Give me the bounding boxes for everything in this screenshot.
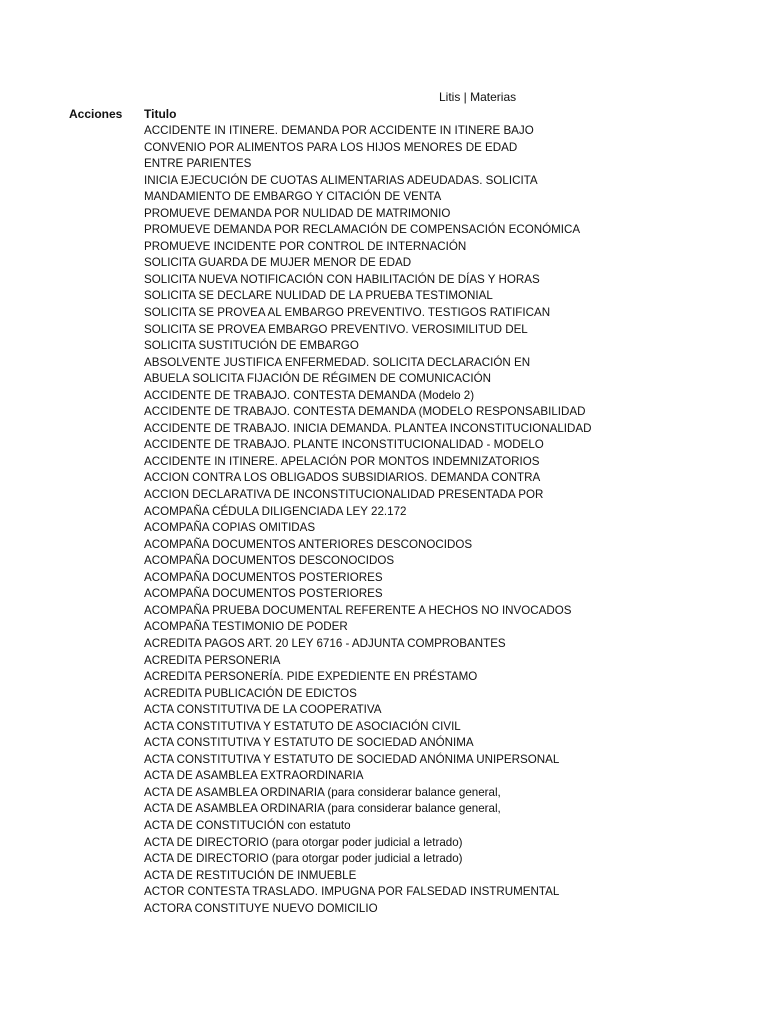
table-row: ACTA DE ASAMBLEA ORDINARIA (para considerar balance general, [144,802,501,816]
table-row: ACOMPAÑA CÉDULA DILIGENCIADA LEY 22.172 [144,504,407,518]
table-row: SOLICITA SE PROVEA EMBARGO PREVENTIVO. VEROSIMILITUD DEL [144,322,528,336]
table-row: ACCION CONTRA LOS OBLIGADOS SUBSIDIARIOS. DEMANDA CONTRA [144,471,541,485]
table-row: SOLICITA GUARDA DE MUJER MENOR DE EDAD [144,256,412,270]
table-row: ACTA DE ASAMBLEA ORDINARIA (para considerar balance general, [144,785,501,799]
table-row: ACOMPAÑA DOCUMENTOS POSTERIORES [144,570,383,584]
table-row: INICIA EJECUCIÓN DE CUOTAS ALIMENTARIAS ADEUDADAS. SOLICITA [144,173,538,187]
table-row: ABSOLVENTE JUSTIFICA ENFERMEDAD. SOLICITA DECLARACIÓN EN [144,355,531,369]
table-row: ACCION DECLARATIVA DE INCONSTITUCIONALIDAD PRESENTADA POR [144,488,544,502]
table-row: ACTA CONSTITUTIVA DE LA COOPERATIVA [144,703,382,717]
table-row: ACTA DE DIRECTORIO (para otorgar poder judicial a letrado) [144,835,463,849]
table-row: ACTA CONSTITUTIVA Y ESTATUTO DE ASOCIACIÓN CIVIL [144,719,461,733]
table-row: ACCIDENTE DE TRABAJO. INICIA DEMANDA. PLANTEA INCONSTITUCIONALIDAD [144,421,592,435]
table-row: PROMUEVE DEMANDA POR RECLAMACIÓN DE COMPENSACIÓN ECONÓMICA [144,223,581,237]
table-row: ACCIDENTE IN ITINERE. APELACIÓN POR MONTOS INDEMNIZATORIOS [144,454,540,468]
table-row: ABUELA SOLICITA FIJACIÓN DE RÉGIMEN DE COMUNICACIÓN [144,372,492,386]
table-row: ACCIDENTE IN ITINERE. DEMANDA POR ACCIDENTE IN ITINERE BAJO [144,124,534,137]
table-row: ACTORA CONSTITUYE NUEVO DOMICILIO [144,901,378,915]
table-row: ACTA DE DIRECTORIO (para otorgar poder judicial a letrado) [144,852,463,866]
table-row: MANDAMIENTO DE EMBARGO Y CITACIÓN DE VENTA [144,190,442,204]
table-row: ACCIDENTE DE TRABAJO. CONTESTA DEMANDA (MODELO RESPONSABILIDAD [144,405,586,419]
table-row: ACOMPAÑA DOCUMENTOS ANTERIORES DESCONOCIDOS [144,537,473,551]
table-row: ACOMPAÑA TESTIMONIO DE PODER [144,620,348,634]
table-row: ACREDITA PAGOS ART. 20 LEY 6716 - ADJUNTA COMPROBANTES [144,636,506,650]
table-row: ACTA DE CONSTITUCIÓN con estatuto [144,818,351,832]
table-row: ACTOR CONTESTA TRASLADO. IMPUGNA POR FALSEDAD INSTRUMENTAL [144,885,560,899]
table-row: ACOMPAÑA DOCUMENTOS DESCONOCIDOS [144,554,395,568]
table-row: ACTA DE RESTITUCIÓN DE INMUEBLE [144,868,357,882]
column-header-titulo: Titulo [144,107,177,121]
table-row: ACCIDENTE DE TRABAJO. CONTESTA DEMANDA (Modelo 2) [144,388,475,402]
table-row: ACOMPAÑA COPIAS OMITIDAS [144,521,316,535]
table-row: SOLICITA SE PROVEA AL EMBARGO PREVENTIVO. TESTIGOS RATIFICAN [144,306,551,320]
table-row: ACOMPAÑA DOCUMENTOS POSTERIORES [144,587,383,601]
table-row: PROMUEVE DEMANDA POR NULIDAD DE MATRIMONIO [144,206,451,220]
table-row: ENTRE PARIENTES [144,157,252,171]
table-row: SOLICITA NUEVA NOTIFICACIÓN CON HABILITACIÓN DE DÍAS Y HORAS [144,272,540,286]
table-row: SOLICITA SUSTITUCIÓN DE EMBARGO [144,339,359,353]
breadcrumb: Litis | Materias [439,90,517,104]
titles-list [144,123,592,917]
table-row: ACCIDENTE DE TRABAJO. PLANTE INCONSTITUCIONALIDAD - MODELO [144,438,544,452]
table-row: ACTA CONSTITUTIVA Y ESTATUTO DE SOCIEDAD ANÓNIMA UNIPERSONAL [144,752,560,766]
table-row: ACREDITA PERSONERIA [144,653,281,667]
table-row: ACOMPAÑA PRUEBA DOCUMENTAL REFERENTE A HECHOS NO INVOCADOS [144,603,572,617]
table-row: CONVENIO POR ALIMENTOS PARA LOS HIJOS MENORES DE EDAD [144,140,518,154]
table-row: SOLICITA SE DECLARE NULIDAD DE LA PRUEBA TESTIMONIAL [144,289,493,303]
table-row: ACREDITA PERSONERÍA. PIDE EXPEDIENTE EN PRÉSTAMO [144,670,478,684]
table-row: ACREDITA PUBLICACIÓN DE EDICTOS [144,686,357,700]
table-row: PROMUEVE INCIDENTE POR CONTROL DE INTERNACIÓN [144,239,467,253]
table-row: ACTA CONSTITUTIVA Y ESTATUTO DE SOCIEDAD ANÓNIMA [144,736,474,750]
column-header-acciones: Acciones [69,107,123,121]
table-row: ACTA DE ASAMBLEA EXTRAORDINARIA [144,769,364,783]
